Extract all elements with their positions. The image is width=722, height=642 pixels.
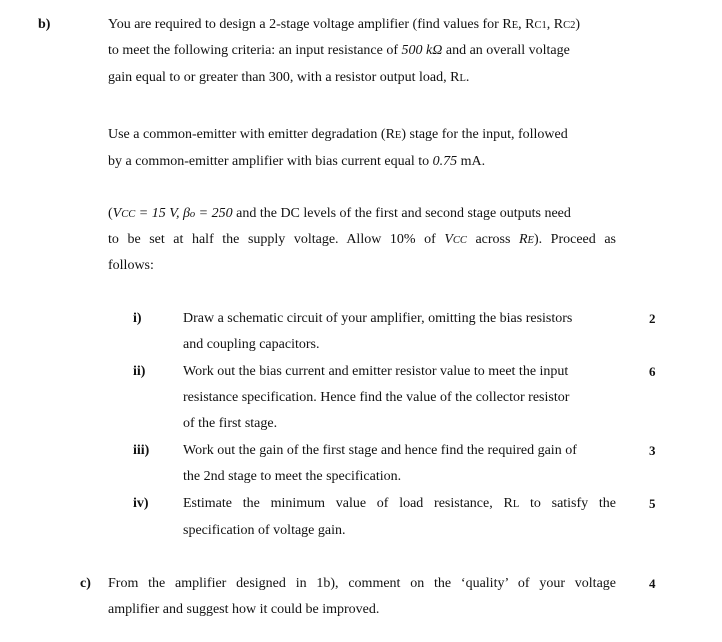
item-i-line-2: and coupling capacitors. bbox=[183, 337, 320, 352]
item-i-marks: 2 bbox=[649, 311, 656, 326]
item-ii-number: ii) bbox=[133, 364, 146, 379]
item-iv-line-2: specification of voltage gain. bbox=[183, 523, 346, 538]
item-ii-marks: 6 bbox=[649, 364, 656, 379]
item-iv-line-1: Estimate the minimum value of load resistance, RL to satisfy the bbox=[183, 496, 617, 511]
para2-line-2: by a common-emitter amplifier with bias current equal to 0.75 mA. bbox=[108, 154, 486, 169]
item-iii-line-2: the 2nd stage to meet the specification. bbox=[183, 469, 402, 484]
item-ii-line-1: Work out the bias current and emitter resistor value to meet the input bbox=[183, 364, 569, 379]
item-iii-line-1: Work out the gain of the first stage and hence find the required gain of bbox=[183, 443, 577, 458]
part-c-label: c) bbox=[80, 576, 91, 591]
item-iv-number: iv) bbox=[133, 496, 149, 511]
item-i-number: i) bbox=[133, 311, 142, 326]
para3-line-1: (VCC = 15 V, βo = 250 and the DC levels of the first and second stage outputs need bbox=[108, 206, 571, 221]
part-c-line-1: From the amplifier designed in 1b), comment on the ‘quality’ of your voltage bbox=[108, 576, 616, 591]
part-c-marks: 4 bbox=[649, 576, 656, 591]
item-ii-line-2: resistance specification. Hence find the value of the collector resistor bbox=[183, 390, 570, 405]
item-iii-marks: 3 bbox=[649, 443, 656, 458]
para3-line-3: follows: bbox=[108, 258, 154, 273]
intro-line-3: gain equal to or greater than 300, with a resistor output load, RL. bbox=[108, 70, 470, 85]
intro-line-2: to meet the following criteria: an input resistance of 500 kΩ and an overall voltage bbox=[108, 43, 570, 58]
para3-line-2: to be set at half the supply voltage. Allow 10% of VCC across RE). Proceed as bbox=[108, 232, 616, 247]
intro-line-1: You are required to design a 2-stage voltage amplifier (find values for RE, RC1, RC2) bbox=[108, 17, 580, 32]
item-iii-number: iii) bbox=[133, 443, 150, 458]
item-i-line-1: Draw a schematic circuit of your amplifier, omitting the bias resistors bbox=[183, 311, 573, 326]
part-c-line-2: amplifier and suggest how it could be improved. bbox=[108, 602, 380, 617]
item-iv-marks: 5 bbox=[649, 496, 656, 511]
part-b-label: b) bbox=[38, 17, 51, 32]
item-ii-line-3: of the first stage. bbox=[183, 416, 278, 431]
para2-line-1: Use a common-emitter with emitter degradation (RE) stage for the input, followed bbox=[108, 127, 568, 142]
